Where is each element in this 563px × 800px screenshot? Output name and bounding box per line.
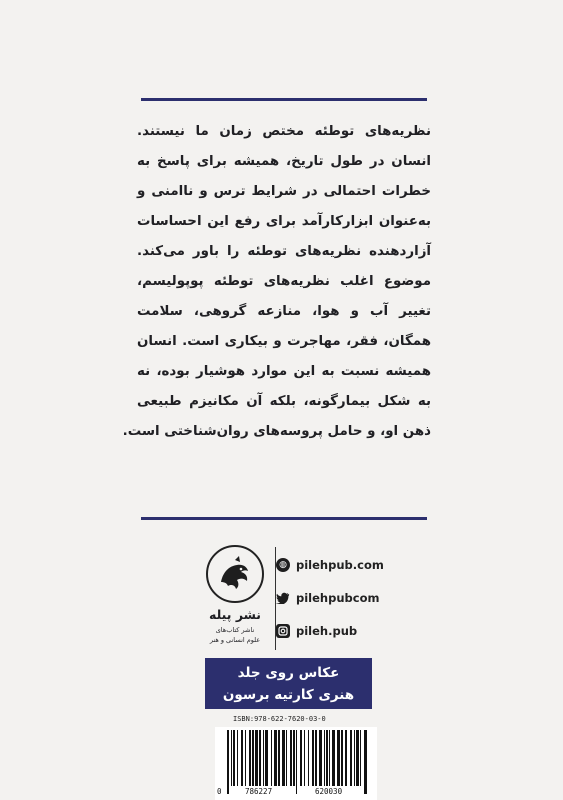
barcode-bar	[341, 730, 343, 786]
isbn-barcode	[215, 727, 377, 800]
twitter-text: pilehpubcom	[296, 591, 380, 605]
barcode-bar	[304, 730, 305, 786]
lion-logo-icon	[206, 545, 264, 603]
barcode-digits-right: 620030	[315, 787, 343, 796]
barcode-bar	[249, 730, 251, 786]
back-cover-blurb	[122, 117, 431, 447]
website-text: pilehpub.com	[296, 558, 384, 572]
blurb-line: ذهن او، و حامل پروسه‌های روان‌شناختی است.	[122, 424, 431, 439]
barcode-bar	[231, 730, 232, 786]
barcode-bar	[319, 730, 322, 786]
publisher-name: نشر پیله	[208, 607, 262, 622]
barcode-bar	[265, 730, 268, 786]
publisher-tagline-2: علوم انسانی و هنر	[209, 636, 261, 644]
credit-line-2: هنری کارتیه برسون	[222, 687, 355, 703]
barcode-bar	[300, 730, 302, 786]
blurb-line: خطرات احتمالی در شرایط ترس و ناامنی و	[137, 184, 431, 199]
barcode-bar	[263, 730, 264, 786]
bottom-rule	[141, 517, 427, 520]
instagram-icon	[276, 624, 290, 638]
blurb-line: انسان در طول تاریخ، همیشه برای پاسخ به	[137, 154, 431, 169]
barcode-bar	[326, 730, 328, 786]
instagram-text: pileh.pub	[296, 624, 358, 638]
barcode-bar	[227, 730, 229, 794]
barcode-bar	[324, 730, 325, 786]
barcode-bar	[364, 730, 367, 794]
barcode-bar	[245, 730, 246, 786]
barcode-bar	[259, 730, 261, 786]
blurb-line: تغییر آب و هوا، منازعه گروهی، سلامت	[137, 304, 431, 319]
barcode-bar	[354, 730, 355, 786]
barcode-bar	[293, 730, 295, 786]
barcode-bar	[360, 730, 361, 786]
blurb-line: آزاردهنده نظریه‌های توطئه را باور می‌کند.	[137, 244, 431, 259]
top-rule	[141, 98, 427, 101]
barcode-bar	[274, 730, 277, 786]
publisher-logo-block	[199, 545, 271, 665]
blurb-line: به‌عنوان ابزارکارآمد برای رفع این احساسات	[137, 214, 431, 229]
twitter-link[interactable]	[276, 588, 396, 608]
barcode-bar	[296, 730, 297, 794]
publisher-tagline-1: ناشر کتاب‌های	[215, 626, 255, 634]
barcode-bar	[337, 730, 340, 786]
globe-icon: ◍	[276, 558, 290, 572]
barcode-bar	[252, 730, 254, 786]
barcode-bar	[308, 730, 309, 786]
barcode-bar	[271, 730, 272, 786]
barcode-bar	[282, 730, 285, 786]
barcode-bar	[350, 730, 352, 786]
blurb-line: نظریه‌های توطئه مختص زمان ما نیستند.	[137, 124, 431, 139]
website-link[interactable]	[276, 555, 396, 575]
barcode-bar	[332, 730, 335, 786]
barcode-bar	[278, 730, 280, 786]
barcode-bar	[237, 730, 238, 786]
barcode-digit-left: 0	[217, 787, 222, 796]
isbn-label: ISBN:978-622-7620-03-0	[233, 715, 326, 723]
barcode-bar	[356, 730, 359, 786]
barcode-bar	[290, 730, 292, 786]
barcode-bar	[345, 730, 347, 786]
blurb-line: همگان، فقر، مهاجرت و بیکاری است. انسان	[137, 334, 431, 349]
barcode-bar	[241, 730, 243, 786]
barcode-bar	[233, 730, 235, 786]
cover-photo-credit-box	[205, 658, 372, 709]
barcode-bar	[315, 730, 317, 786]
barcode-bar	[255, 730, 258, 786]
blurb-line: به شکل بیمارگونه، بلکه آن مکانیزم طبیعی	[137, 394, 431, 409]
instagram-link[interactable]	[276, 621, 396, 641]
barcode-digits-mid: 786227	[245, 787, 273, 796]
blurb-line: موضوع اغلب نظریه‌های توطئه پوپولیسم،	[137, 274, 431, 289]
barcode-bar	[286, 730, 287, 786]
barcode-bar	[329, 730, 330, 786]
blurb-line: همیشه نسبت به این موارد هوشیار بوده، نه	[137, 364, 431, 379]
credit-line-1: عکاس روی جلد	[237, 665, 340, 681]
barcode-bar	[312, 730, 314, 786]
twitter-icon	[276, 591, 290, 605]
